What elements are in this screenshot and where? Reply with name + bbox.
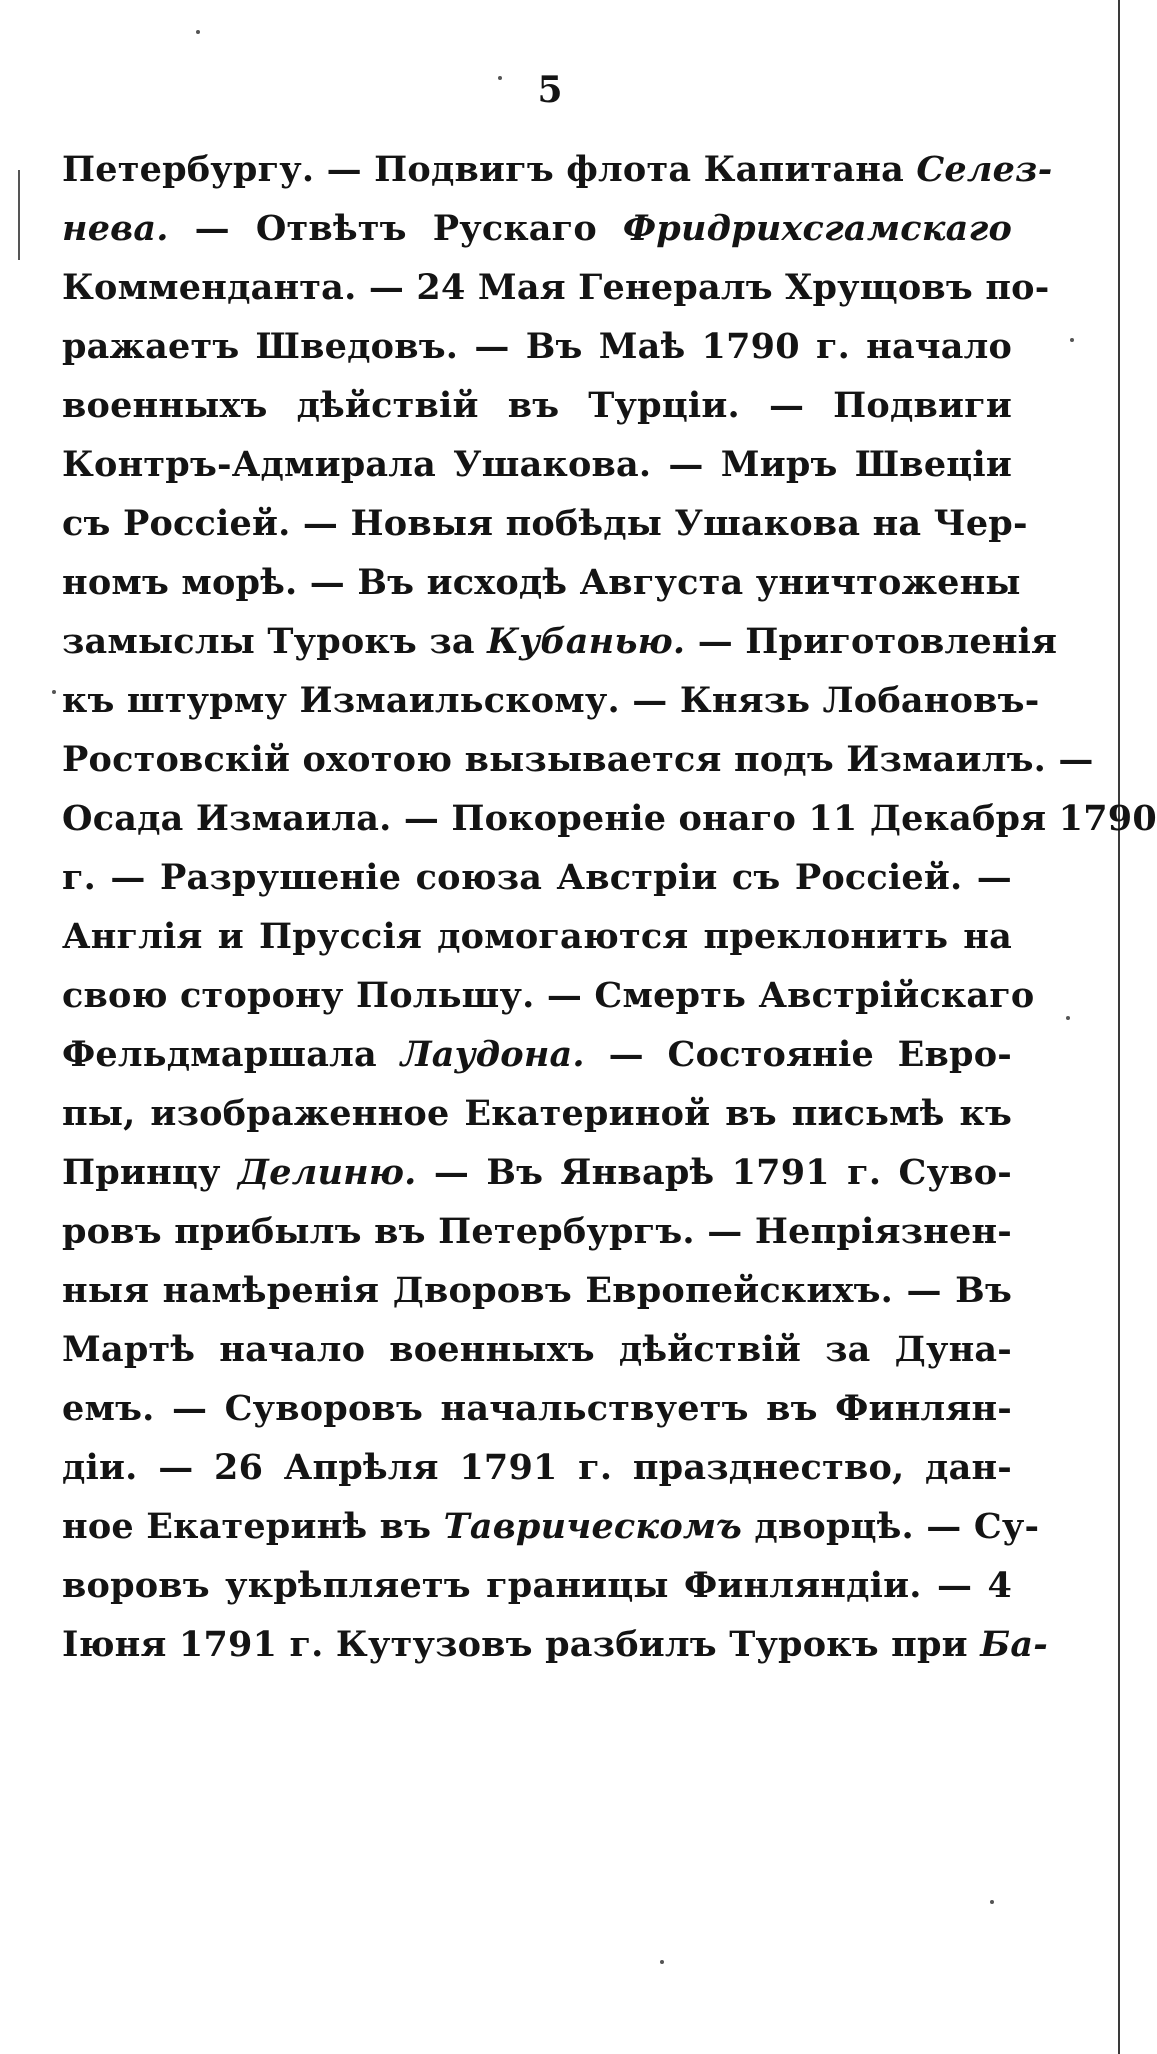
text-line bbox=[62, 907, 1012, 966]
body-text bbox=[62, 140, 1157, 1674]
text-segment: — Отвѣтъ Рускаго bbox=[168, 208, 623, 249]
italic-text: Лаудона. bbox=[400, 1034, 585, 1075]
page-edge-mark bbox=[18, 170, 20, 260]
text-segment: замыслы Турокъ за bbox=[62, 621, 488, 662]
text-segment: Фельдмаршала bbox=[62, 1034, 401, 1075]
paper-speck bbox=[52, 690, 56, 694]
paper-speck bbox=[990, 1900, 994, 1904]
text-segment: Іюня 1791 г. Кутузовъ разбилъ Турокъ при bbox=[62, 1624, 981, 1665]
text-line bbox=[62, 1438, 1012, 1497]
italic-text: Селез- bbox=[916, 149, 1053, 190]
text-segment: Петербургу. — Подвигъ флота Капитана bbox=[62, 149, 917, 190]
text-segment: ровъ прибылъ въ Петербургъ. — Непріязнен- bbox=[62, 1211, 1012, 1252]
text-segment: Контръ-Адмирала Ушакова. — Миръ Швеціи bbox=[62, 444, 1012, 485]
text-segment: Ростовскій охотою вызывается подъ Измаилъ. — bbox=[62, 739, 1094, 780]
paper-speck bbox=[498, 76, 502, 80]
text-line bbox=[62, 553, 1021, 612]
text-segment: — Въ Январѣ 1791 г. Суво- bbox=[416, 1152, 1012, 1193]
text-line bbox=[62, 671, 1040, 730]
text-line bbox=[62, 1143, 1012, 1202]
text-segment: къ штурму Измаильскому. — Князь Лобановъ- bbox=[62, 680, 1040, 721]
text-line bbox=[62, 730, 1094, 789]
italic-text: Таврическомъ bbox=[443, 1506, 742, 1547]
text-segment: Англія и Пруссія домогаются преклонить на bbox=[62, 916, 1012, 957]
text-line bbox=[62, 612, 1058, 671]
text-line bbox=[62, 848, 1012, 907]
text-line bbox=[62, 1379, 1012, 1438]
text-segment: ныя намѣренія Дворовъ Европейскихъ. — Въ bbox=[62, 1270, 1012, 1311]
text-line bbox=[62, 1556, 1012, 1615]
text-segment: г. — Разрушеніе союза Австріи съ Россіей. — bbox=[62, 857, 1012, 898]
paper-speck bbox=[1070, 338, 1074, 342]
text-segment: — Состояніе Евро- bbox=[584, 1034, 1012, 1075]
text-line bbox=[62, 140, 1053, 199]
text-line bbox=[62, 317, 1012, 376]
text-segment: номъ морѣ. — Въ исходѣ Августа уничтожены bbox=[62, 562, 1021, 603]
text-line bbox=[62, 199, 1012, 258]
text-line bbox=[62, 1202, 1012, 1261]
text-segment: воровъ укрѣпляетъ границы Финляндіи. — 4 bbox=[62, 1565, 1012, 1606]
page-number: 5 bbox=[537, 69, 563, 111]
text-line bbox=[62, 1615, 1048, 1674]
paper-speck bbox=[196, 30, 200, 34]
text-line bbox=[62, 494, 1028, 553]
text-line bbox=[62, 1261, 1012, 1320]
text-segment: съ Россіей. — Новыя побѣды Ушакова на Чер- bbox=[62, 503, 1028, 544]
italic-text: Кубанью. bbox=[487, 621, 686, 662]
text-segment: военныхъ дѣйствій въ Турціи. — Подвиги bbox=[62, 385, 1012, 426]
text-segment: Мартѣ начало военныхъ дѣйствій за Дуна- bbox=[62, 1329, 1012, 1370]
text-segment: діи. — 26 Апрѣля 1791 г. празднество, дан- bbox=[62, 1447, 1012, 1488]
text-line bbox=[62, 966, 1035, 1025]
text-line bbox=[62, 789, 1157, 848]
text-segment: свою сторону Польшу. — Смерть Австрійскаго bbox=[62, 975, 1035, 1016]
italic-text: нева. bbox=[62, 208, 169, 249]
text-segment: Принцу bbox=[62, 1152, 238, 1193]
text-line bbox=[62, 1320, 1012, 1379]
text-line bbox=[62, 1025, 1012, 1084]
text-line bbox=[62, 1497, 1040, 1556]
italic-text: Делиню. bbox=[237, 1152, 417, 1193]
text-segment: пы, изображенное Екатериной въ письмѣ къ bbox=[62, 1093, 1012, 1134]
text-segment: емъ. — Суворовъ начальствуетъ въ Финлян- bbox=[62, 1388, 1012, 1429]
text-line bbox=[62, 258, 1050, 317]
page-edge-line bbox=[1118, 0, 1120, 2054]
italic-text: Ба- bbox=[980, 1624, 1048, 1665]
paper-speck bbox=[660, 1960, 664, 1964]
text-segment: Осада Измаила. — Покореніе онаго 11 Декабря 1790 bbox=[62, 798, 1157, 839]
text-segment: — Приготовленія bbox=[685, 621, 1058, 662]
text-segment: Коммендантa. — 24 Мая Генералъ Хрущовъ по- bbox=[62, 267, 1050, 308]
text-line bbox=[62, 1084, 1012, 1143]
text-line bbox=[62, 435, 1012, 494]
text-segment: ражаетъ Шведовъ. — Въ Маѣ 1790 г. начало bbox=[62, 326, 1012, 367]
text-line bbox=[62, 376, 1012, 435]
text-segment: ное Екатеринѣ въ bbox=[62, 1506, 444, 1547]
italic-text: Фридрихсгамскаго bbox=[622, 208, 1012, 249]
text-segment: дворцѣ. — Су- bbox=[742, 1506, 1040, 1547]
paper-speck bbox=[1066, 1016, 1070, 1020]
